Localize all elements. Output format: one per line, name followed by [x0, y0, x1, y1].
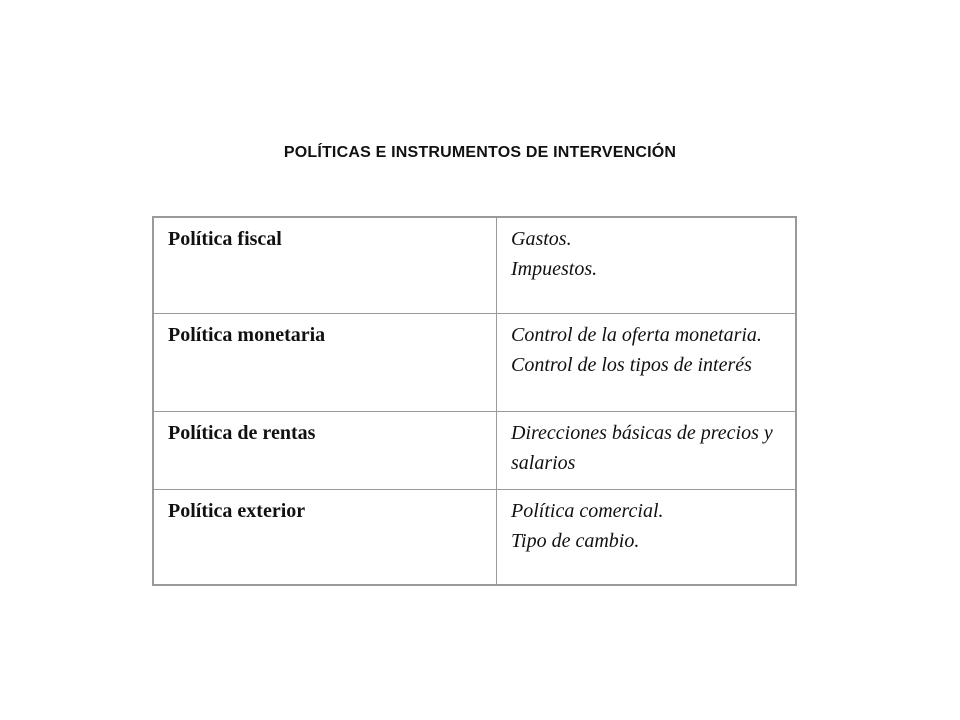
policy-name-cell: Política fiscal: [153, 217, 497, 313]
policy-table: [152, 216, 797, 586]
table-row: [153, 411, 796, 489]
policy-name-cell: Política exterior: [153, 489, 497, 585]
instrument-item: Control de los tipos de interés: [511, 353, 752, 376]
table-row: [153, 313, 796, 411]
instruments-cell: [497, 313, 797, 411]
instrument-item: Control de la oferta monetaria.: [511, 323, 762, 346]
instruments-cell: [497, 489, 797, 585]
instrument-item: Gastos.: [511, 228, 572, 250]
instrument-item: Política comercial.: [511, 499, 664, 522]
instrument-item: Impuestos.: [511, 258, 598, 280]
instrument-item: Tipo de cambio.: [511, 529, 640, 552]
instrument-item: Direcciones básicas de precios y salarios: [511, 421, 773, 474]
page-title: POLÍTICAS E INSTRUMENTOS DE INTERVENCIÓN: [283, 144, 677, 161]
instruments-cell: [497, 217, 797, 313]
policy-name-cell: Política de rentas: [153, 411, 497, 489]
table-row: [153, 489, 796, 585]
table-row: [153, 217, 796, 313]
instruments-cell: [497, 411, 797, 489]
policy-name-cell: Política monetaria: [153, 313, 497, 411]
